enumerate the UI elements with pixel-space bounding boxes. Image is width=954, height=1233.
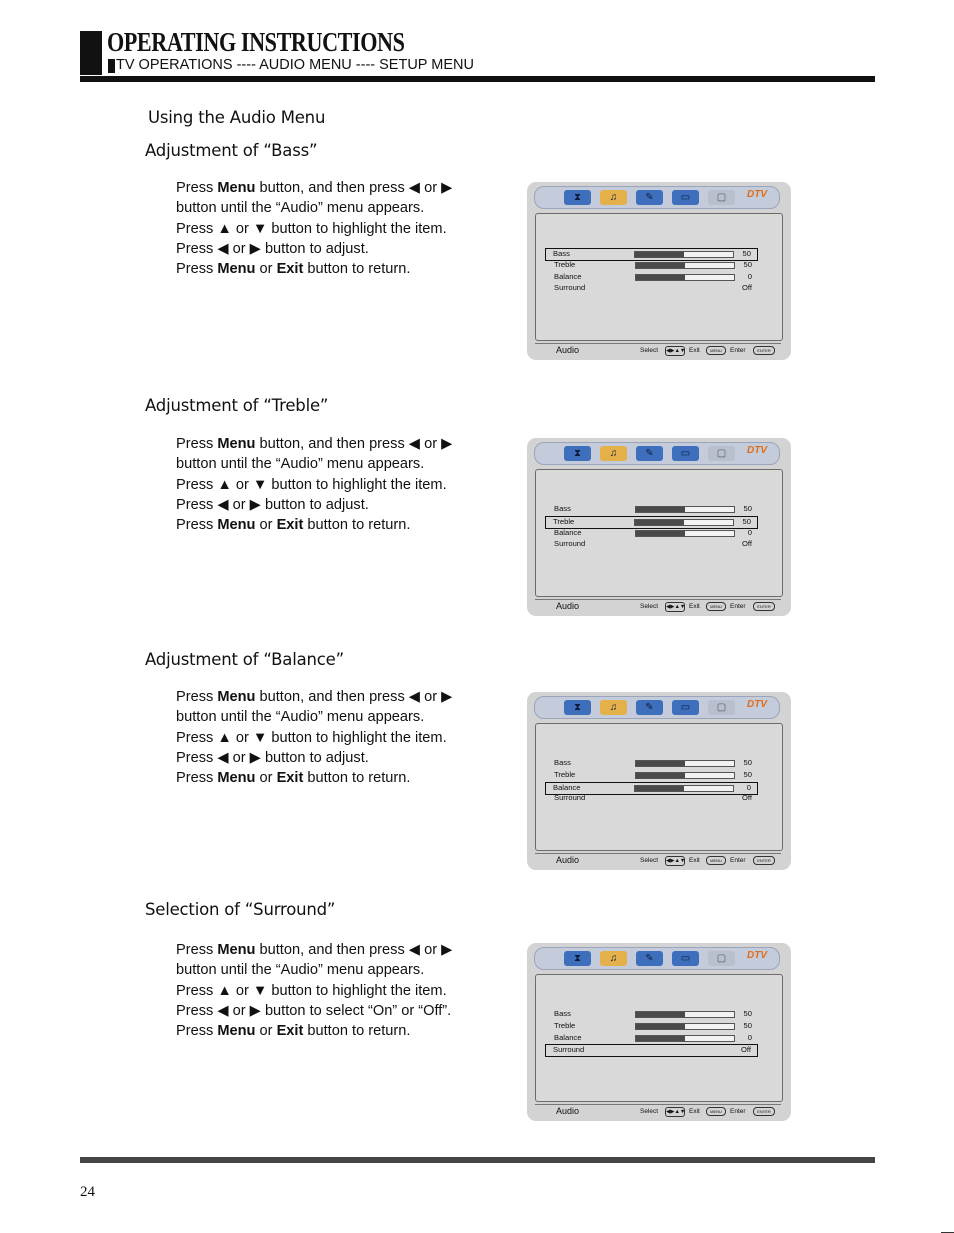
step-text: Press ◀ or ▶ button to adjust. (176, 749, 369, 766)
step-text: Press (176, 180, 218, 196)
step-text: button, and then press ◀ or ▶ button until the “Audio” menu appears. (176, 436, 453, 473)
menu-key-icon: MENU (706, 346, 726, 355)
enter-key-icon: ENTER (753, 856, 775, 865)
level-bar-fill (636, 761, 685, 766)
step-text: Press ◀ or ▶ button to select “On” or “Off”. (176, 1002, 452, 1019)
picture-icon: ⧗ (564, 446, 591, 461)
section-title: Selection of “Surround” (145, 900, 336, 919)
dtv-logo: DTV (747, 189, 767, 200)
select-hint: Select (640, 603, 659, 610)
level-bar-fill (636, 507, 685, 512)
instruction-step (176, 1021, 481, 1041)
key-name: Menu (217, 942, 256, 958)
lock-icon: ▢ (708, 446, 735, 461)
menu-row-label: Balance (554, 1033, 582, 1042)
instruction-step (176, 219, 481, 239)
arrow-keys-icon: ◀▶▲▼ (666, 604, 686, 610)
step-text: button to return. (303, 517, 411, 534)
step-text: Press ▲ or ▼ button to highlight the item. (176, 982, 447, 999)
step-text: Press ◀ or ▶ button to adjust. (176, 240, 369, 257)
menu-footer-title: Audio (556, 1106, 580, 1116)
menu-footer-title: Audio (556, 601, 580, 611)
audio-menu-panel (535, 723, 783, 851)
menu-row-value: 50 (742, 517, 751, 526)
menu-row[interactable] (547, 1021, 758, 1032)
level-bar-fill (636, 531, 685, 536)
menu-row-label: Surround (554, 793, 586, 802)
audio-icon: ♫ (600, 951, 627, 966)
exit-hint: Exit (689, 1108, 700, 1115)
picture-icon: ⧗ (564, 700, 591, 715)
key-name: Exit (276, 1023, 304, 1040)
level-bar[interactable] (635, 1023, 735, 1030)
level-bar[interactable] (635, 760, 735, 767)
menu-row[interactable] (547, 770, 758, 781)
menu-row-label: Surround (554, 283, 586, 292)
enter-hint: Enter (730, 347, 746, 354)
menu-row-value: 50 (743, 770, 752, 779)
level-bar[interactable] (635, 1035, 735, 1042)
level-bar-fill (636, 773, 685, 778)
level-bar-fill (635, 520, 684, 525)
menu-row-value: 0 (747, 272, 752, 281)
step-text: Press (176, 436, 218, 452)
menu-row[interactable] (547, 758, 758, 769)
tv-icon: ▭ (672, 446, 699, 461)
menu-row-label: Treble (554, 770, 576, 779)
audio-icon: ♫ (600, 700, 627, 715)
step-text: button, and then press ◀ or ▶ button until the “Audio” menu appears. (176, 942, 453, 979)
tv-menu-screen (527, 943, 791, 1121)
level-bar-fill (636, 263, 685, 268)
dtv-logo: DTV (747, 445, 767, 456)
tv-menu-screen (527, 438, 791, 616)
section-heading: Using the Audio Menu (148, 108, 326, 127)
enter-hint: Enter (730, 857, 746, 864)
menu-row-label: Treble (554, 1021, 576, 1030)
menu-row[interactable] (547, 272, 758, 283)
menu-row-value: 50 (742, 249, 751, 258)
menu-row-label: Balance (553, 783, 581, 792)
key-name: Menu (217, 436, 256, 452)
level-bar-fill (636, 1012, 685, 1017)
audio-icon: ♫ (600, 446, 627, 461)
level-bar[interactable] (635, 506, 735, 513)
key-name: Menu (217, 180, 256, 196)
menu-row-value: Off (741, 1045, 751, 1054)
step-text: or (255, 770, 277, 787)
menu-footer-title: Audio (556, 345, 580, 355)
instruction-steps (176, 178, 481, 279)
subtitle-marker (108, 59, 115, 73)
menu-row-label: Bass (553, 249, 570, 258)
key-name: Exit (276, 517, 304, 534)
lock-icon: ▢ (708, 951, 735, 966)
instruction-step (176, 515, 481, 535)
menu-row-value: 50 (743, 758, 752, 767)
step-text: Press ◀ or ▶ button to adjust. (176, 496, 369, 513)
level-bar[interactable] (634, 785, 734, 792)
step-text: or (255, 517, 277, 534)
level-bar[interactable] (635, 530, 735, 537)
menu-row-label: Surround (553, 1045, 585, 1054)
instruction-step (176, 728, 481, 748)
level-bar-fill (635, 252, 684, 257)
level-bar[interactable] (635, 1011, 735, 1018)
lock-icon: ▢ (708, 190, 735, 205)
step-text: Press ▲ or ▼ button to highlight the item. (176, 220, 447, 237)
audio-menu-panel (535, 469, 783, 597)
step-text: Press (176, 1023, 218, 1040)
instruction-step (176, 239, 481, 259)
select-hint: Select (640, 347, 659, 354)
instruction-step (176, 981, 481, 1001)
menu-row-label: Treble (553, 517, 575, 526)
menu-row[interactable] (547, 260, 758, 271)
section-title: Adjustment of “Balance” (145, 650, 344, 669)
step-text: Press (176, 689, 218, 705)
level-bar[interactable] (634, 519, 734, 526)
menu-footer-title: Audio (556, 855, 580, 865)
picture-icon: ⧗ (564, 951, 591, 966)
step-text: or (255, 1023, 277, 1040)
menu-row-value: 50 (743, 260, 752, 269)
enter-key-icon: ENTER (753, 602, 775, 611)
menu-row-label: Treble (554, 260, 576, 269)
exit-hint: Exit (689, 347, 700, 354)
level-bar-fill (636, 1036, 685, 1041)
instruction-steps (176, 687, 481, 788)
step-text: Press (176, 770, 218, 787)
key-name: Menu (217, 1023, 256, 1040)
step-text: button to return. (303, 1023, 411, 1040)
key-name: Menu (217, 517, 256, 534)
lock-icon: ▢ (708, 700, 735, 715)
exit-hint: Exit (689, 857, 700, 864)
menu-row-value: 50 (743, 1021, 752, 1030)
instruction-step (176, 687, 481, 728)
level-bar[interactable] (635, 772, 735, 779)
page-subtitle: TV OPERATIONS ---- AUDIO MENU ---- SETUP MENU (116, 57, 474, 73)
instruction-step (176, 259, 481, 279)
menu-row[interactable] (547, 283, 758, 294)
menu-icon-bar (534, 947, 780, 970)
menu-row-value: 50 (743, 504, 752, 513)
menu-footer (535, 343, 781, 356)
key-name: Exit (276, 770, 304, 787)
menu-row-label: Balance (554, 272, 582, 281)
section-title: Adjustment of “Treble” (145, 396, 329, 415)
menu-row-value: Off (742, 283, 752, 292)
level-bar[interactable] (634, 251, 734, 258)
step-text: or (255, 261, 277, 278)
page-title: OPERATING INSTRUCTIONS (107, 27, 405, 57)
menu-row-label: Bass (554, 1009, 571, 1018)
menu-icon-bar (534, 186, 780, 209)
menu-icon-bar (534, 696, 780, 719)
menu-row-value: 0 (747, 528, 752, 537)
instruction-steps (176, 940, 481, 1041)
menu-key-icon: MENU (706, 602, 726, 611)
menu-row-value: 0 (746, 783, 751, 792)
menu-key-icon: MENU (706, 1107, 726, 1116)
audio-menu-panel (535, 213, 783, 341)
tv-menu-screen (527, 692, 791, 870)
select-hint: Select (640, 1108, 659, 1115)
step-text: button to return. (303, 261, 411, 278)
instruction-step (176, 434, 481, 475)
tv-icon: ▭ (672, 700, 699, 715)
menu-row-value: Off (742, 539, 752, 548)
exit-hint: Exit (689, 603, 700, 610)
instruction-step (176, 940, 481, 981)
menu-footer (535, 853, 781, 866)
page-number: 24 (80, 1184, 95, 1200)
menu-key-icon: MENU (706, 856, 726, 865)
audio-menu-panel (535, 974, 783, 1102)
menu-row-label: Surround (554, 539, 586, 548)
header-block (80, 31, 102, 75)
step-text: Press (176, 942, 218, 958)
tv-icon: ▭ (672, 951, 699, 966)
header-rule (80, 76, 875, 82)
menu-row[interactable] (547, 504, 758, 515)
dtv-logo: DTV (747, 950, 767, 961)
tv-menu-screen (527, 182, 791, 360)
instruction-steps (176, 434, 481, 535)
select-hint: Select (640, 857, 659, 864)
menu-row[interactable] (545, 1044, 758, 1057)
level-bar-fill (635, 786, 684, 791)
instruction-step (176, 1001, 481, 1021)
menu-row-value: 50 (743, 1009, 752, 1018)
step-text: button, and then press ◀ or ▶ button until the “Audio” menu appears. (176, 689, 453, 726)
step-text: Press (176, 261, 218, 278)
enter-key-icon: ENTER (753, 346, 775, 355)
step-text: button to return. (303, 770, 411, 787)
level-bar[interactable] (635, 274, 735, 281)
instruction-step (176, 178, 481, 219)
key-name: Exit (276, 261, 304, 278)
picture-icon: ⧗ (564, 190, 591, 205)
menu-footer (535, 1104, 781, 1117)
step-text: Press (176, 517, 218, 534)
setup-icon: ✎ (636, 190, 663, 205)
step-text: Press ▲ or ▼ button to highlight the item. (176, 476, 447, 493)
menu-row-value: 0 (747, 1033, 752, 1042)
setup-icon: ✎ (636, 951, 663, 966)
step-text: Press ▲ or ▼ button to highlight the item. (176, 729, 447, 746)
level-bar[interactable] (635, 262, 735, 269)
step-text: button, and then press ◀ or ▶ button until the “Audio” menu appears. (176, 180, 453, 217)
menu-row-label: Bass (554, 758, 571, 767)
arrow-keys-icon: ◀▶▲▼ (666, 858, 686, 864)
menu-row-label: Bass (554, 504, 571, 513)
arrow-keys-icon: ◀▶▲▼ (666, 348, 686, 354)
instruction-step (176, 768, 481, 788)
enter-hint: Enter (730, 1108, 746, 1115)
audio-icon: ♫ (600, 190, 627, 205)
dtv-logo: DTV (747, 699, 767, 710)
setup-icon: ✎ (636, 700, 663, 715)
key-name: Menu (217, 770, 256, 787)
arrow-keys-icon: ◀▶▲▼ (666, 1109, 686, 1115)
level-bar-fill (636, 275, 685, 280)
instruction-step (176, 748, 481, 768)
key-name: Menu (217, 689, 256, 705)
menu-row[interactable] (547, 1033, 758, 1044)
level-bar-fill (636, 1024, 685, 1029)
key-name: Menu (217, 261, 256, 278)
menu-row[interactable] (547, 1009, 758, 1020)
menu-row-value: Off (742, 793, 752, 802)
menu-row-label: Balance (554, 528, 582, 537)
menu-icon-bar (534, 442, 780, 465)
section-title: Adjustment of “Bass” (145, 141, 318, 160)
footer-rule (80, 1157, 875, 1163)
tv-icon: ▭ (672, 190, 699, 205)
setup-icon: ✎ (636, 446, 663, 461)
instruction-step (176, 495, 481, 515)
enter-hint: Enter (730, 603, 746, 610)
menu-row[interactable] (547, 539, 758, 550)
menu-row[interactable] (547, 793, 758, 804)
instruction-step (176, 475, 481, 495)
enter-key-icon: ENTER (753, 1107, 775, 1116)
menu-row[interactable] (547, 528, 758, 539)
menu-footer (535, 599, 781, 612)
